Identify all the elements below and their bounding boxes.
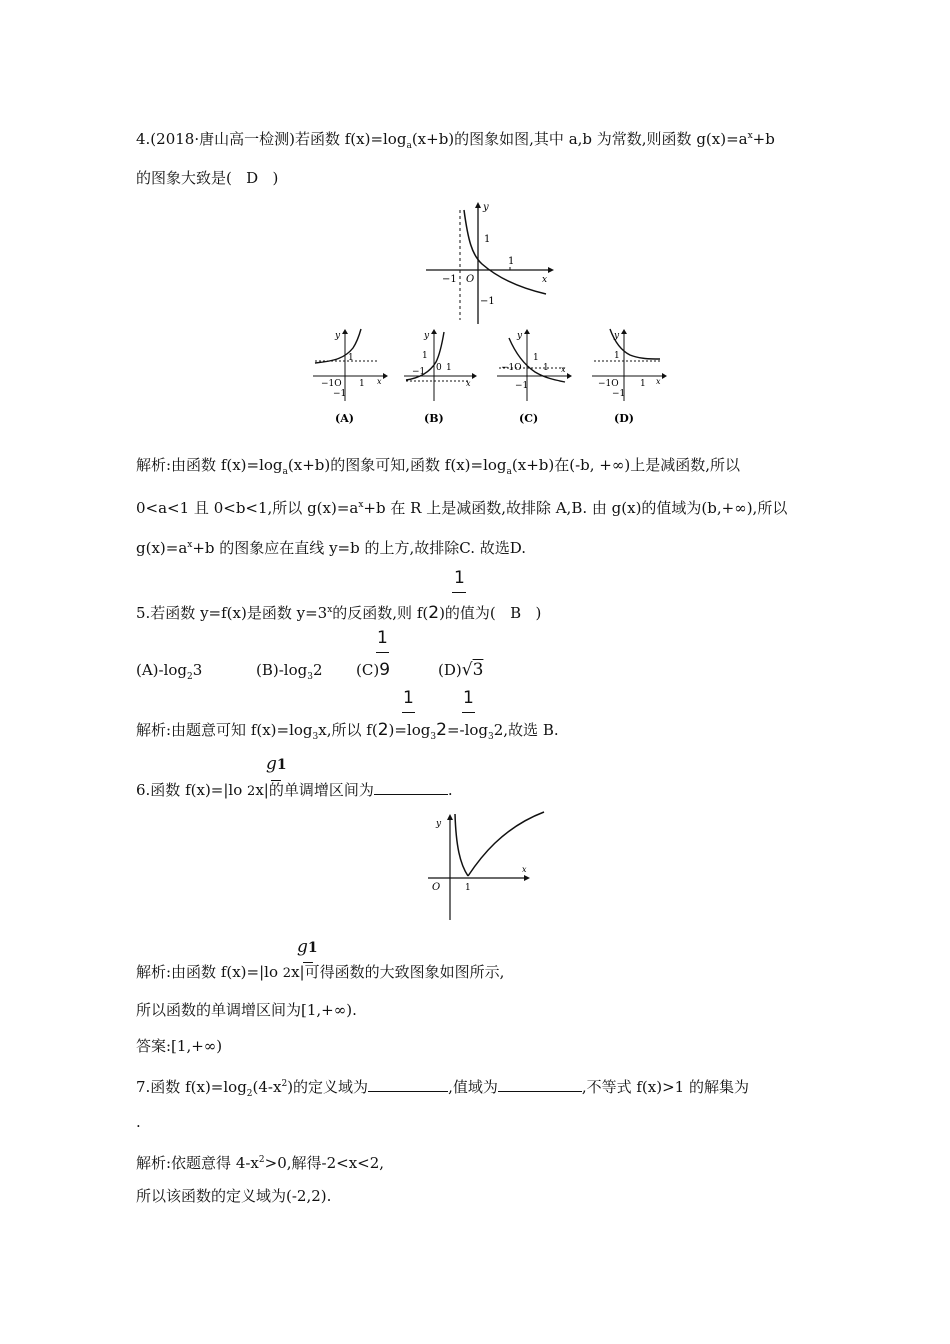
a-x-arrow: [383, 373, 388, 379]
option-a-label: (A): [335, 412, 354, 425]
a-label-neg1: −1: [333, 389, 347, 399]
d-label-neg10: −1O: [598, 379, 619, 389]
q7-line1: [136, 1074, 749, 1104]
q5a-d: =-log: [446, 721, 489, 739]
q5a-b: x,所以 f(: [318, 721, 378, 739]
q5a-e: 2,故选 B.: [493, 721, 559, 739]
q5a-a: 解析:由题意可知 f(x)=log: [136, 721, 313, 739]
q6-label-x: x: [522, 865, 527, 874]
q6-line-a: 6.函数 f(x)=|lo: [136, 781, 243, 799]
q4a-l2-sup: x: [358, 500, 364, 510]
q4a-l3b: +b 的图象应在直线 y=b 的上方,故排除C. 故选D.: [192, 539, 526, 557]
q5a-sub2: 3: [430, 732, 437, 742]
q5-optD-rad: 3: [472, 660, 484, 680]
q4-analysis-line3: [136, 535, 526, 558]
q4-line1-a: 4.(2018·唐山高一检测)若函数 f(x)=log: [136, 130, 407, 148]
option-c-label: (C): [519, 412, 539, 425]
q5-optA-sub: 2: [187, 672, 193, 682]
d-label-1x: 1: [640, 379, 646, 389]
q6-answer-blank[interactable]: [374, 780, 448, 795]
q5-option-d: [438, 660, 483, 680]
d-label-y: y: [614, 331, 620, 341]
q4-line1-b: (x+b)的图象如图,其中 a,b 为常数,则函数 g(x)=a: [411, 130, 748, 148]
q7-d: ,值域为: [448, 1078, 498, 1096]
d-label-1: 1: [614, 351, 620, 361]
main-label-neg1: −1: [442, 274, 457, 285]
q6-line-b: x|的单调增区间为: [255, 781, 374, 799]
q5-analysis-num1: 1: [403, 688, 414, 708]
q5-optD-sqrt: √3: [461, 660, 484, 680]
c-label-1x: 1: [543, 363, 549, 373]
q6-label-y: y: [436, 819, 442, 829]
q6a-frac-num: 1: [307, 940, 318, 956]
q7-domain-blank[interactable]: [368, 1077, 448, 1092]
b-label-x: x: [466, 379, 471, 388]
main-label-y: y: [483, 202, 489, 213]
a-label-neg10: −1O: [321, 379, 342, 389]
q6-graph: [422, 806, 552, 922]
main-label-1x: 1: [508, 256, 515, 267]
q5-line-sup: x: [327, 605, 333, 615]
q4a-l1b: (x+b)的图象可知,函数 f(x)=log: [287, 456, 507, 474]
q5-optC-num: 1: [377, 628, 388, 648]
main-x-arrow: [548, 267, 554, 273]
a-label-x: x: [377, 377, 382, 386]
d-label-x: x: [656, 377, 661, 386]
q4-answer: D: [246, 169, 259, 187]
q6a-frac-den: 2: [282, 966, 292, 981]
b-x-arrow: [472, 373, 477, 379]
b-label-0: 0: [436, 363, 442, 373]
main-label-1y: 1: [484, 234, 491, 245]
q5-optC-text: (C): [356, 661, 380, 679]
q5-line-b: 的反函数,则 f(: [332, 604, 429, 622]
q6-frac-g: [266, 754, 287, 774]
q5-option-b: [256, 660, 323, 687]
q6a-frac-g-text: g: [297, 937, 308, 957]
c-y-arrow: [524, 329, 530, 334]
q7-sup: 2: [281, 1079, 288, 1089]
q4a-l1c: (x+b)在(-b, +∞)上是减函数,所以: [511, 456, 740, 474]
q6-answer-line: 答案:[1,+∞): [136, 1037, 223, 1055]
q7-range-blank[interactable]: [498, 1077, 582, 1092]
d-x-arrow: [662, 373, 667, 379]
q6a-frac-g: [297, 937, 318, 957]
q7-analysis-line2: 所以该函数的定义域为(-2,2).: [136, 1187, 332, 1205]
q5-analysis-bar1: [402, 712, 415, 713]
option-d-label: (D): [614, 412, 634, 425]
q5-option-a: [136, 660, 202, 687]
q6-analysis-line1: [136, 962, 504, 984]
q7-b: (4-x: [252, 1078, 282, 1096]
q4-line1-sub: a: [406, 141, 412, 151]
b-label-y: y: [424, 331, 430, 341]
q5-optA-b: 3: [192, 661, 203, 679]
main-log-curve: [464, 210, 546, 294]
q7a-b: >0,解得-2<x<2,: [264, 1154, 385, 1172]
q4-line2: [136, 168, 278, 188]
a-label-1: 1: [348, 353, 354, 363]
q5a-den1: 2: [377, 720, 389, 740]
q5-line: [136, 600, 541, 623]
q5-optA-text: (A)-log: [136, 661, 188, 679]
a-label-1x: 1: [359, 379, 365, 389]
b-y-arrow: [431, 329, 437, 334]
q6a-b: x|可得函数的大致图象如图所示,: [291, 963, 505, 981]
b-label-neg1: −1: [412, 367, 426, 377]
option-b-label: (B): [424, 412, 444, 425]
d-label-neg1: −1: [612, 389, 626, 399]
main-label-neg1y: −1: [480, 296, 495, 307]
option-a-graph: [313, 329, 388, 425]
q6-y-arrow: [447, 814, 453, 820]
q7-e: ,不等式 f(x)>1 的解集为: [581, 1078, 749, 1096]
c-label-y: y: [517, 331, 523, 341]
q6a-a: 解析:由函数 f(x)=|lo: [136, 963, 278, 981]
q5-frac-bar: [452, 592, 466, 593]
q7-c: )的定义域为: [287, 1078, 369, 1096]
a-y-arrow: [342, 329, 348, 334]
q6-frac-g-text: g: [266, 754, 277, 774]
q5-frac-den: 2: [428, 603, 440, 623]
main-label-x: x: [542, 275, 548, 285]
q5-optC-den: 9: [379, 660, 391, 680]
q6-line: [136, 780, 453, 802]
q4-analysis-line1: [136, 455, 740, 482]
q5-optB-text: (B)-log: [256, 661, 308, 679]
q7-sub: 2: [246, 1089, 253, 1099]
c-x-arrow: [567, 373, 572, 379]
option-d-graph: [592, 329, 667, 425]
q4a-l2a: 0<a<1 且 0<b<1,所以 g(x)=a: [136, 499, 359, 517]
option-c-graph: [497, 329, 572, 425]
c-label-x: x: [561, 365, 566, 374]
q5-optC-bar: [376, 652, 389, 653]
option-b-graph: [404, 329, 477, 425]
q4a-l1-sub1: a: [282, 467, 288, 477]
q4a-l1a: 解析:由函数 f(x)=log: [136, 456, 283, 474]
q5a-den2: 2: [436, 720, 447, 740]
c-label-neg1: −1: [515, 381, 529, 391]
q5-optB-sub: 3: [307, 672, 313, 682]
q4-analysis-line2: [136, 495, 787, 518]
d-y-arrow: [621, 329, 627, 334]
q4-line1-sup: x: [747, 131, 753, 141]
q4a-l1-sub2: a: [506, 467, 512, 477]
q7-analysis-line1: [136, 1150, 384, 1173]
q5-optB-b: 2: [312, 661, 323, 679]
q6-frac-num: 1: [276, 757, 287, 773]
q4-main-graph: [420, 200, 560, 328]
q6-frac-den: 2: [247, 784, 256, 799]
q6-label-1: 1: [465, 883, 471, 893]
q5-optD-text: (D): [438, 661, 462, 679]
q4a-l2b: +b 在 R 上是减函数,故排除 A,B. 由 g(x)的值域为(b,+∞),所以: [363, 499, 788, 517]
q6-label-origin: O: [432, 882, 441, 893]
q4a-l3a: g(x)=a: [136, 539, 188, 557]
q4-line2-text: 的图象大致是(: [136, 169, 232, 187]
q6-line-end: .: [447, 781, 453, 799]
q4-line1: [136, 126, 775, 156]
q6-analysis-line2: 所以函数的单调增区间为[1,+∞).: [136, 1001, 357, 1019]
main-y-arrow: [475, 202, 481, 208]
q5-option-c: [356, 660, 390, 680]
main-label-origin: O: [466, 274, 475, 285]
q6-curve-left: [455, 814, 468, 876]
q5-analysis-num2: 1: [463, 688, 474, 708]
q5-line-a: 5.若函数 y=f(x)是函数 y=3: [136, 604, 328, 622]
c-label-1: 1: [533, 353, 539, 363]
q5-analysis-bar2: [462, 712, 475, 713]
q7-line2: .: [136, 1113, 141, 1131]
q6-x-arrow: [524, 875, 530, 881]
q4a-l3-sup: x: [187, 540, 193, 550]
b-label-1: 1: [422, 351, 428, 361]
q5a-sub3: 3: [488, 732, 494, 742]
q5-answer: B: [510, 604, 522, 622]
q5-line-c: )的值为(: [439, 604, 496, 622]
q7-a: 7.函数 f(x)=log: [136, 1078, 247, 1096]
q4-line2-end: ): [272, 169, 279, 187]
q4-line1-c: +b: [752, 130, 775, 148]
b-label-1x: 1: [446, 363, 452, 373]
q5-line-end: ): [535, 604, 542, 622]
q7a-a: 解析:依题意得 4-x: [136, 1154, 259, 1172]
c-label-neg10: −1O: [501, 363, 522, 373]
q6-curve-right: [468, 812, 544, 876]
q5-frac-num: 1: [454, 568, 465, 588]
q5a-sub1: 3: [312, 732, 319, 742]
q7a-sup: 2: [258, 1155, 265, 1165]
q5a-c: )=log: [388, 721, 431, 739]
q4-option-graphs: [305, 326, 675, 430]
a-label-y: y: [335, 331, 341, 341]
q5-analysis: [136, 720, 559, 747]
